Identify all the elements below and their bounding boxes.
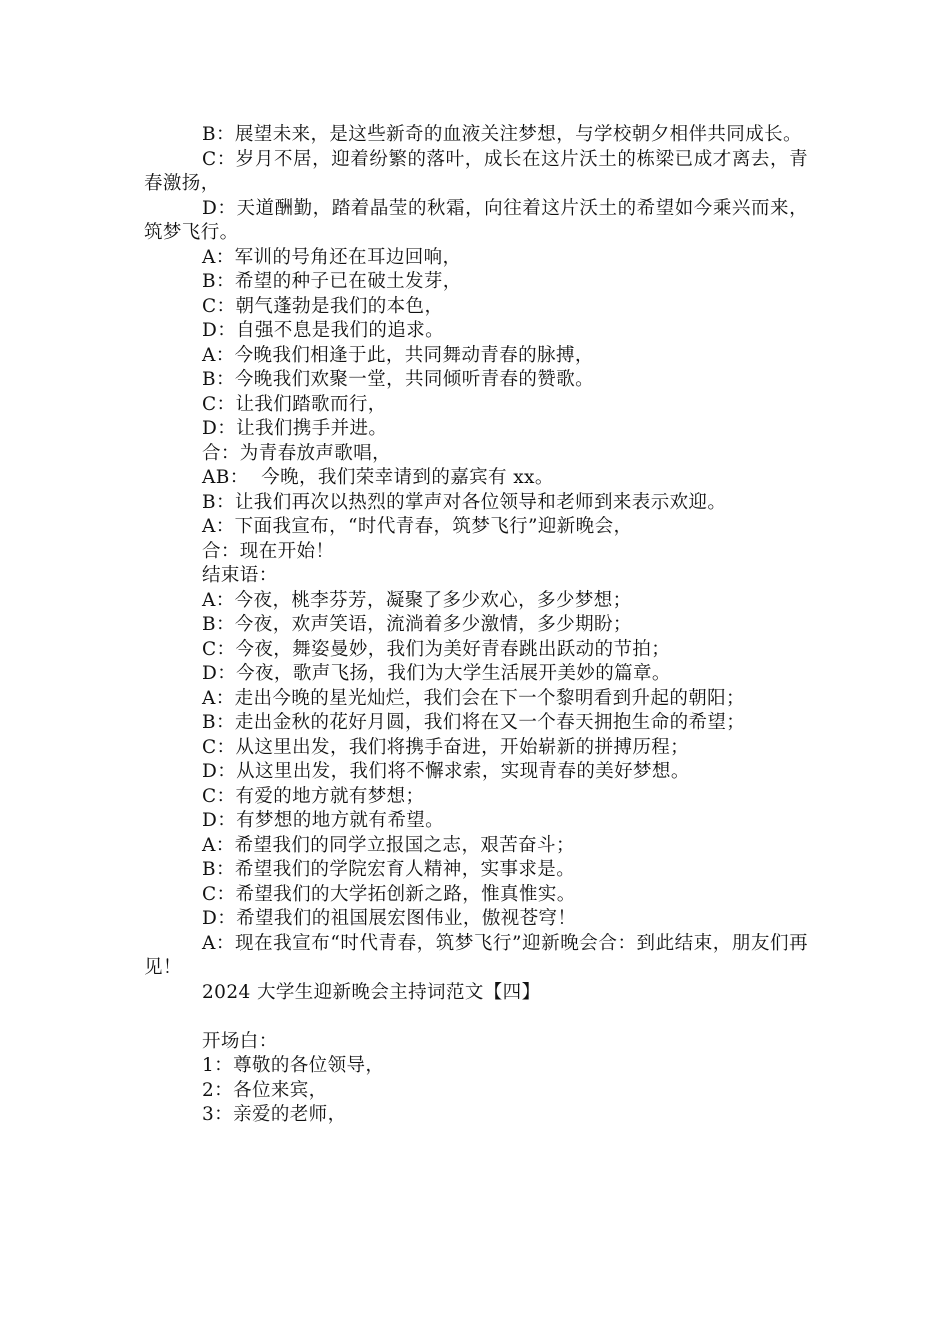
section-heading: 开场白：	[202, 1030, 278, 1052]
paragraph: A：今晚我们相逢于此，共同舞动青春的脉搏，	[202, 344, 594, 366]
paragraph: AB： 今晚，我们荣幸请到的嘉宾有 xx。	[202, 467, 554, 488]
paragraph: A：下面我宣布，“时代青春，筑梦飞行”迎新晚会，	[202, 516, 633, 537]
paragraph: B：希望的种子已在破土发芽，	[202, 271, 462, 292]
paragraph: 合：现在开始！	[202, 540, 335, 562]
paragraph: C：希望我们的大学拓创新之路，惟真惟实。	[202, 883, 576, 905]
paragraph: A：现在我宣布“时代青春，筑梦飞行”迎新晚会合：到此结束，朋友们再见！	[144, 932, 808, 978]
paragraph: A：希望我们的同学立报国之志，艰苦奋斗；	[202, 834, 575, 856]
paragraph: B：让我们再次以热烈的掌声对各位领导和老师到来表示欢迎。	[202, 491, 727, 513]
paragraph: B：希望我们的学院宏育人精神，实事求是。	[202, 859, 576, 880]
paragraph: B：今夜，欢声笑语，流淌着多少激情，多少期盼；	[202, 614, 632, 635]
paragraph: B：展望未来，是这些新奇的血液关注梦想，与学校朝夕相伴共同成长。	[202, 124, 802, 145]
paragraph: C：今夜，舞姿曼妙，我们为美好青春跳出跃动的节拍；	[202, 638, 671, 660]
paragraph: 1：尊敬的各位领导，	[202, 1055, 385, 1076]
paragraph: B：走出金秋的花好月圆，我们将在又一个春天拥抱生命的希望；	[202, 712, 746, 733]
section-heading: 结束语：	[202, 565, 278, 586]
paragraph: D：从这里出发，我们将不懈求索，实现青春的美好梦想。	[202, 761, 690, 782]
document-section-title: 2024 大学生迎新晚会主持词范文【四】	[202, 981, 541, 1003]
paragraph: C：让我们踏歌而行，	[202, 393, 387, 415]
paragraph: D：有梦想的地方就有希望。	[202, 810, 445, 831]
paragraph: A：军训的号角还在耳边回响，	[202, 246, 462, 268]
paragraph: 2：各位来宾，	[202, 1079, 328, 1101]
paragraph: A：走出今晚的星光灿烂，我们会在下一个黎明看到升起的朝阳；	[202, 687, 745, 709]
paragraph: C：岁月不居，迎着纷繁的落叶，成长在这片沃土的栋梁已成才离去，青春激扬，	[144, 148, 808, 194]
paragraph: D：自强不息是我们的追求。	[202, 320, 445, 341]
paragraph: D：天道酬勤，踏着晶莹的秋霜，向往着这片沃土的希望如今乘兴而来，筑梦飞行。	[144, 197, 808, 243]
blank-line	[144, 1005, 808, 1030]
paragraph: C：从这里出发，我们将携手奋进，开始崭新的拼搏历程；	[202, 736, 690, 758]
paragraph: B：今晚我们欢聚一堂，共同倾听青春的赞歌。	[202, 369, 594, 390]
paragraph: A：今夜，桃李芬芳，凝聚了多少欢心，多少梦想；	[202, 589, 632, 611]
paragraph: D：希望我们的祖国展宏图伟业，傲视苍穹！	[202, 908, 577, 929]
paragraph: D：让我们携手并进。	[202, 418, 388, 439]
document-page	[144, 123, 808, 1128]
paragraph: D：今夜，歌声飞扬，我们为大学生活展开美妙的篇章。	[202, 663, 671, 684]
paragraph: 合：为青春放声歌唱，	[202, 442, 392, 464]
paragraph: C：有爱的地方就有梦想；	[202, 785, 425, 807]
paragraph: C：朝气蓬勃是我们的本色，	[202, 295, 444, 317]
paragraph: 3：亲爱的老师，	[202, 1104, 347, 1125]
